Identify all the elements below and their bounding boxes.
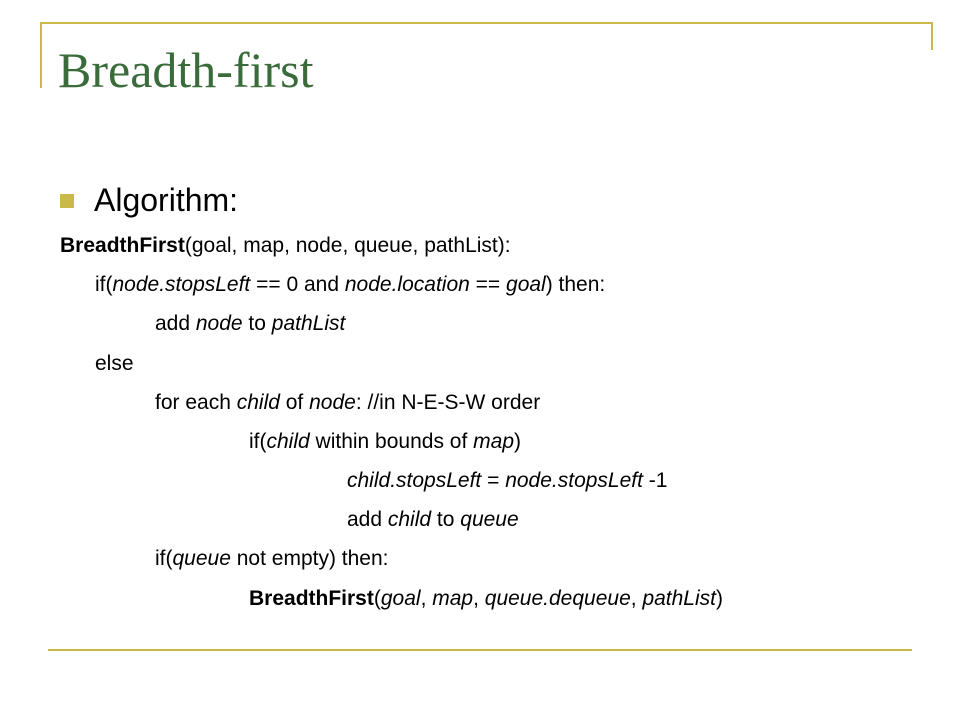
code-segment: goal — [506, 273, 546, 296]
frame-top-line — [40, 22, 933, 24]
code-segment: of — [279, 391, 310, 414]
code-line — [347, 467, 667, 495]
code-segment: node — [195, 312, 243, 335]
code-segment: BreadthFirst — [60, 234, 185, 257]
code-segment: not empty) then: — [230, 547, 389, 570]
code-line — [95, 350, 134, 378]
code-segment: child.stopsLeft — [347, 469, 482, 492]
code-line — [347, 506, 519, 534]
code-segment: queue — [460, 508, 519, 531]
code-segment: == — [469, 273, 507, 296]
code-segment: ) then: — [545, 273, 606, 296]
bullet-square-icon — [60, 194, 74, 208]
bullet-item — [60, 178, 238, 222]
code-segment: -1 — [642, 469, 668, 492]
code-segment: BreadthFirst — [249, 587, 374, 610]
code-line — [95, 271, 605, 299]
code-segment: , — [630, 587, 643, 610]
code-segment: pathList — [642, 587, 716, 610]
code-segment: map — [432, 587, 474, 610]
code-line — [60, 232, 511, 260]
code-segment: if( — [249, 430, 267, 453]
code-segment: add — [347, 508, 388, 531]
code-segment: node.location — [344, 273, 470, 296]
code-segment: queue.dequeue — [484, 587, 631, 610]
code-segment: node.stopsLeft — [112, 273, 251, 296]
code-segment: = — [481, 469, 506, 492]
code-segment: for each — [155, 391, 237, 414]
code-segment: pathList — [271, 312, 346, 335]
code-segment: child — [236, 391, 280, 414]
code-line — [249, 585, 723, 613]
code-line — [155, 545, 389, 573]
code-segment: within bounds of — [309, 430, 474, 453]
code-segment: child — [266, 430, 310, 453]
code-segment: to — [242, 312, 272, 335]
code-segment: child — [387, 508, 432, 531]
code-segment: ) — [716, 587, 723, 610]
code-segment: map — [473, 430, 514, 453]
code-segment: else — [95, 352, 134, 375]
code-segment: queue — [172, 547, 231, 570]
slide-title: Breadth-first — [58, 42, 314, 98]
code-segment: node — [309, 391, 356, 414]
code-segment: ( — [373, 587, 381, 610]
code-segment: node.stopsLeft — [505, 469, 643, 492]
code-segment: if( — [95, 273, 113, 296]
code-segment: (goal, map, node, queue, pathList): — [184, 234, 511, 257]
code-segment: add — [155, 312, 196, 335]
code-segment: , — [473, 587, 485, 610]
code-segment: if( — [155, 547, 173, 570]
code-segment: : //in N-E-S-W order — [355, 391, 541, 414]
code-segment: == 0 and — [250, 273, 345, 296]
code-segment: ) — [514, 430, 521, 453]
frame-right-line — [931, 22, 933, 50]
code-line — [249, 428, 521, 456]
code-line — [155, 310, 345, 338]
code-line — [155, 389, 540, 417]
code-segment: to — [431, 508, 461, 531]
code-segment: goal — [380, 587, 421, 610]
code-segment: , — [420, 587, 433, 610]
bullet-text: Algorithm: — [94, 182, 239, 218]
frame-bottom-line — [48, 649, 912, 651]
frame-left-line — [40, 22, 42, 88]
